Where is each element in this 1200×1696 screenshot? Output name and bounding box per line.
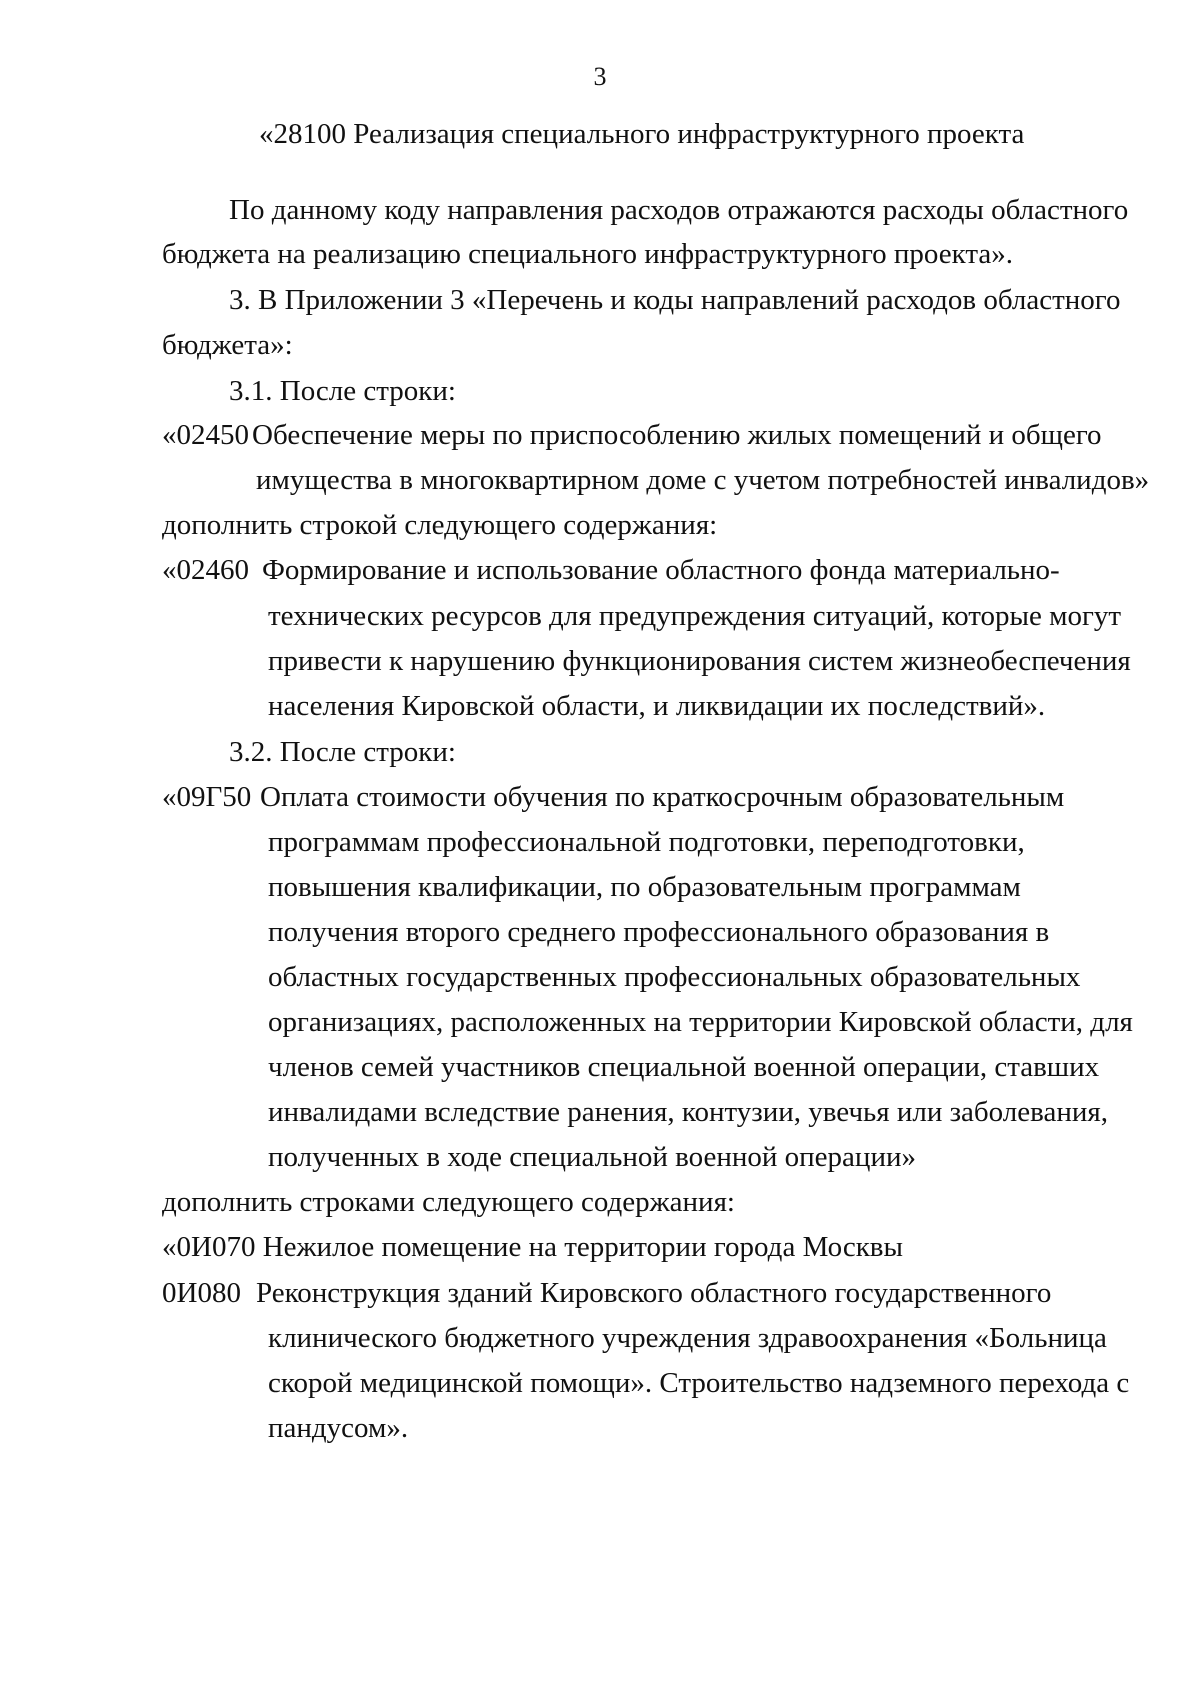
paragraph-line: бюджета на реализацию специального инфраструктурного проекта». bbox=[162, 238, 1013, 270]
budget-code-description: клинического бюджетного учреждения здравоохранения «Больница bbox=[268, 1322, 1107, 1354]
budget-code: «02450 bbox=[162, 419, 249, 451]
budget-code: 0И080 bbox=[162, 1277, 241, 1309]
budget-code-description: инвалидами вследствие ранения, контузии, увечья или заболевания, bbox=[268, 1096, 1108, 1128]
budget-code: «02460 bbox=[162, 554, 249, 586]
budget-code: «09Г50 bbox=[162, 781, 252, 813]
budget-code-description: привести к нарушению функционирования систем жизнеобеспечения bbox=[268, 645, 1131, 677]
budget-code-entry: «0И070 Нежилое помещение на территории города Москвы bbox=[162, 1231, 903, 1263]
paragraph-line: По данному коду направления расходов отражаются расходы областного bbox=[229, 194, 1129, 226]
budget-code-description: Обеспечение меры по приспособлению жилых помещений и общего bbox=[252, 419, 1102, 451]
item-3-line: бюджета»: bbox=[162, 329, 293, 361]
addition-instruction: дополнить строкой следующего содержания: bbox=[162, 509, 718, 541]
budget-code-description: Реконструкция зданий Кировского областного государственного bbox=[256, 1277, 1052, 1309]
page-number: 3 bbox=[593, 62, 607, 91]
budget-code-description: областных государственных профессиональных образовательных bbox=[268, 961, 1081, 993]
budget-code-description: имущества в многоквартирном доме с учетом потребностей инвалидов» bbox=[256, 464, 1150, 496]
item-3-1-label: 3.1. После строки: bbox=[229, 375, 456, 407]
budget-code-description: организациях, расположенных на территории Кировской области, для bbox=[268, 1006, 1133, 1038]
budget-code-description: программам профессиональной подготовки, переподготовки, bbox=[268, 826, 1025, 858]
budget-code-description: пандусом». bbox=[268, 1412, 409, 1444]
budget-code-description: членов семей участников специальной военной операции, ставших bbox=[268, 1051, 1100, 1083]
budget-code-description: Формирование и использование областного фонда материально- bbox=[262, 554, 1060, 586]
budget-code-description: технических ресурсов для предупреждения ситуаций, которые могут bbox=[268, 600, 1122, 632]
budget-code-description: Оплата стоимости обучения по краткосрочным образовательным bbox=[260, 781, 1065, 813]
item-3-2-label: 3.2. После строки: bbox=[229, 736, 456, 768]
addition-instruction: дополнить строками следующего содержания: bbox=[162, 1186, 735, 1218]
budget-code-description: полученных в ходе специальной военной операции» bbox=[268, 1141, 916, 1173]
item-3-line: 3. В Приложении 3 «Перечень и коды направлений расходов областного bbox=[229, 284, 1121, 316]
budget-code-description: скорой медицинской помощи». Строительство надземного перехода с bbox=[268, 1367, 1130, 1399]
budget-code-description: повышения квалификации, по образовательным программам bbox=[268, 871, 1021, 903]
code-28100-heading: «28100 Реализация специального инфраструктурного проекта bbox=[259, 118, 1025, 150]
budget-code-description: населения Кировской области, и ликвидации их последствий». bbox=[268, 690, 1046, 722]
budget-code-description: получения второго среднего профессионального образования в bbox=[268, 916, 1050, 948]
